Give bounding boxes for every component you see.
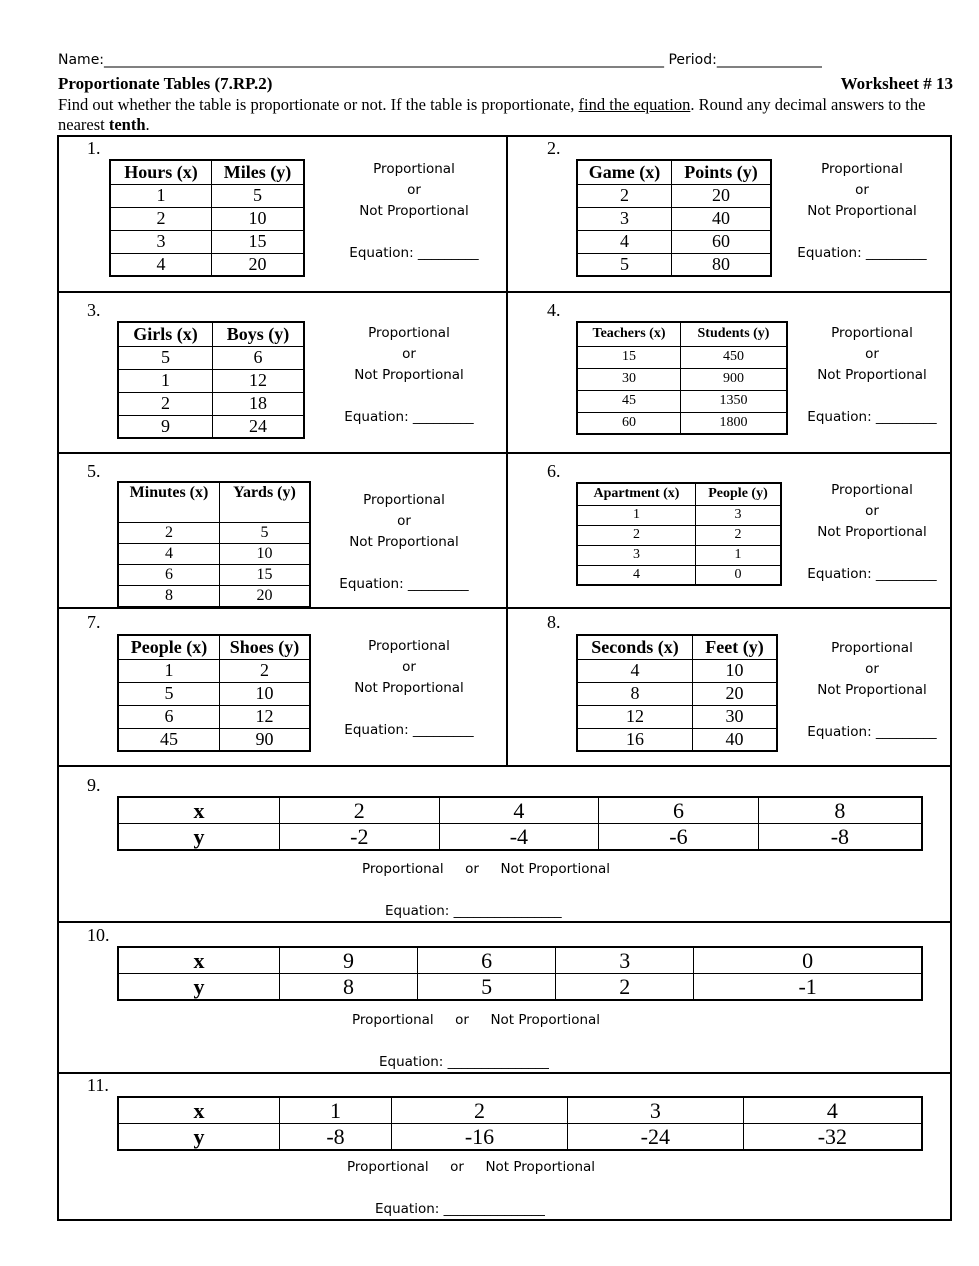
cell: 15: [220, 564, 311, 585]
proportional-option[interactable]: Proportional: [368, 325, 450, 341]
cell: 5: [212, 184, 305, 207]
answer-choices: Proportional or Not Proportional Equation: _________: [797, 638, 947, 743]
equation-blank[interactable]: Equation: _________: [807, 724, 937, 740]
problem-3-table: [117, 321, 305, 439]
problem-7-table: [117, 634, 311, 752]
problem-11-table: [117, 1096, 923, 1151]
problem-5-table: [117, 481, 311, 607]
cell: -8: [280, 1124, 392, 1151]
cell: 8: [758, 797, 922, 824]
header-y: Points (y): [672, 160, 772, 184]
row-label-x: x: [118, 797, 280, 824]
cell: 0: [694, 947, 922, 974]
proportional-option[interactable]: Proportional: [362, 861, 444, 877]
header-y: Boys (y): [213, 322, 305, 346]
problem-row-2: [57, 291, 952, 454]
cell: 10: [220, 543, 311, 564]
equation-blank[interactable]: Equation: _________: [344, 409, 474, 425]
cell: 10: [212, 207, 305, 230]
header-x: Seconds (x): [577, 635, 693, 659]
cell: 5: [220, 522, 311, 543]
proportional-option[interactable]: Proportional: [363, 492, 445, 508]
cell: 6: [118, 564, 220, 585]
cell: 2: [556, 974, 694, 1001]
cell: 30: [693, 705, 778, 728]
cell: 15: [212, 230, 305, 253]
problem-number: 2.: [547, 138, 561, 158]
problem-number: 4.: [547, 300, 561, 320]
cell: 10: [693, 659, 778, 682]
worksheet-number: Worksheet # 13: [840, 74, 953, 93]
problem-2-table: [576, 159, 772, 277]
cell: 24: [213, 415, 305, 438]
header-y: Miles (y): [212, 160, 305, 184]
cell: 5: [577, 253, 672, 276]
column-divider: [506, 454, 508, 607]
column-divider: [506, 137, 508, 291]
not-proportional-option[interactable]: Not Proportional: [354, 680, 464, 696]
proportional-option[interactable]: Proportional: [352, 1012, 434, 1028]
not-proportional-option[interactable]: Not Proportional: [807, 203, 917, 219]
cell: 15: [577, 346, 681, 368]
header-y: Feet (y): [693, 635, 778, 659]
cell: 4: [118, 543, 220, 564]
cell: 4: [577, 230, 672, 253]
cell: 9: [118, 415, 213, 438]
not-proportional-option[interactable]: Not Proportional: [500, 861, 611, 877]
cell: 2: [392, 1097, 568, 1124]
cell: -32: [743, 1124, 922, 1151]
cell: 90: [220, 728, 311, 751]
period-label: Period:: [668, 52, 717, 68]
cell: 20: [220, 585, 311, 606]
cell: 4: [577, 659, 693, 682]
answer-choices: Proportional or Not Proportional Equation: _________: [334, 636, 484, 741]
proportional-option[interactable]: Proportional: [373, 161, 455, 177]
equation-blank[interactable]: Equation: _________: [797, 245, 927, 261]
problem-number: 1.: [87, 138, 101, 158]
answer-choices: Proportional or Not Proportional: [352, 1012, 601, 1028]
equation-blank[interactable]: Equation: _________: [344, 722, 474, 738]
period-blank[interactable]: _______________: [716, 52, 822, 68]
cell: 12: [213, 369, 305, 392]
cell: 2: [577, 525, 696, 545]
cell: 0: [696, 565, 782, 585]
cell: 4: [110, 253, 212, 276]
equation-blank[interactable]: Equation: _______________: [379, 1054, 549, 1070]
equation-blank[interactable]: Equation: _______________: [375, 1201, 545, 1217]
problem-number: 3.: [87, 300, 101, 320]
cell: 20: [212, 253, 305, 276]
problem-6-table: [576, 482, 782, 586]
proportional-option[interactable]: Proportional: [347, 1159, 429, 1175]
cell: 2: [280, 797, 440, 824]
cell: 1: [118, 659, 220, 682]
cell: 2: [696, 525, 782, 545]
cell: 1350: [681, 390, 788, 412]
cell: 2: [110, 207, 212, 230]
row-label-x: x: [118, 947, 280, 974]
not-proportional-option[interactable]: Not Proportional: [354, 367, 464, 383]
header-x: Apartment (x): [577, 483, 696, 505]
proportional-option[interactable]: Proportional: [831, 325, 913, 341]
cell: 4: [743, 1097, 922, 1124]
cell: 1: [118, 369, 213, 392]
problem-row-11: [57, 1072, 952, 1221]
answer-choices: Proportional or Not Proportional: [362, 861, 611, 877]
cell: 40: [672, 207, 772, 230]
equation-blank[interactable]: Equation: ________________: [385, 903, 562, 919]
cell: 1: [110, 184, 212, 207]
cell: -4: [439, 824, 599, 851]
problem-row-9: [57, 765, 952, 923]
cell: 3: [556, 947, 694, 974]
row-label-x: x: [118, 1097, 280, 1124]
header-x: People (x): [118, 635, 220, 659]
cell: -2: [280, 824, 440, 851]
column-divider: [506, 293, 508, 452]
answer-choices: Proportional or Not Proportional Equation: _________: [787, 159, 937, 264]
cell: 5: [418, 974, 556, 1001]
cell: 5: [118, 682, 220, 705]
problem-9-table: [117, 796, 923, 851]
problem-number: 11.: [87, 1075, 109, 1095]
problem-row-10: [57, 921, 952, 1074]
cell: -8: [758, 824, 922, 851]
cell: 45: [577, 390, 681, 412]
column-divider: [506, 609, 508, 765]
equation-blank[interactable]: Equation: _________: [807, 566, 937, 582]
cell: 12: [577, 705, 693, 728]
problem-number: 7.: [87, 612, 101, 632]
problem-row-4: [57, 607, 952, 767]
cell: 1: [577, 505, 696, 525]
header-x: Minutes (x): [118, 482, 220, 522]
not-proportional-option[interactable]: Not Proportional: [490, 1012, 601, 1028]
cell: -1: [694, 974, 922, 1001]
cell: 3: [577, 207, 672, 230]
not-proportional-option[interactable]: Not Proportional: [485, 1159, 596, 1175]
problem-number: 6.: [547, 461, 561, 481]
answer-choices: Proportional or Not Proportional Equation: _________: [329, 490, 479, 595]
row-label-y: y: [118, 824, 280, 851]
cell: 10: [220, 682, 311, 705]
equation-blank[interactable]: Equation: _________: [349, 245, 479, 261]
problem-number: 5.: [87, 461, 101, 481]
cell: 6: [418, 947, 556, 974]
cell: 900: [681, 368, 788, 390]
not-proportional-option[interactable]: Not Proportional: [359, 203, 469, 219]
cell: 1: [280, 1097, 392, 1124]
name-label: Name:: [58, 52, 105, 68]
cell: 4: [439, 797, 599, 824]
name-period-line: [58, 52, 822, 68]
cell: 1800: [681, 412, 788, 434]
not-proportional-option[interactable]: Not Proportional: [817, 682, 927, 698]
header-x: Teachers (x): [577, 322, 681, 346]
proportional-option[interactable]: Proportional: [821, 161, 903, 177]
answer-choices: Proportional or Not Proportional Equation: _________: [797, 480, 947, 585]
cell: 1: [696, 545, 782, 565]
header-x: Hours (x): [110, 160, 212, 184]
cell: 3: [696, 505, 782, 525]
header-y: Shoes (y): [220, 635, 311, 659]
proportional-option[interactable]: Proportional: [368, 638, 450, 654]
cell: 6: [213, 346, 305, 369]
problem-1-table: [109, 159, 305, 277]
cell: 450: [681, 346, 788, 368]
cell: 60: [672, 230, 772, 253]
problem-8-table: [576, 634, 778, 752]
proportional-option[interactable]: Proportional: [831, 482, 913, 498]
row-label-y: y: [118, 974, 280, 1001]
cell: 6: [118, 705, 220, 728]
cell: 9: [280, 947, 418, 974]
cell: 12: [220, 705, 311, 728]
answer-choices: Proportional or Not Proportional Equation: _________: [334, 323, 484, 428]
cell: 60: [577, 412, 681, 434]
cell: -24: [567, 1124, 743, 1151]
instructions: Find out whether the table is proportionate or not. If the table is proportionate, find the equation. Round any decimal answers to the nearest tenth.: [58, 95, 926, 134]
header-x: Game (x): [577, 160, 672, 184]
problem-4-table: [576, 321, 788, 435]
cell: 2: [220, 659, 311, 682]
header-y: Yards (y): [220, 482, 311, 522]
cell: 3: [110, 230, 212, 253]
equation-blank[interactable]: Equation: _________: [807, 409, 937, 425]
cell: 5: [118, 346, 213, 369]
name-blank[interactable]: ________________________________________________________________________________: [104, 52, 665, 68]
cell: 18: [213, 392, 305, 415]
cell: 20: [672, 184, 772, 207]
problem-number: 9.: [87, 775, 101, 795]
header-y: People (y): [696, 483, 782, 505]
cell: 45: [118, 728, 220, 751]
cell: 4: [577, 565, 696, 585]
answer-choices: Proportional or Not Proportional: [347, 1159, 596, 1175]
cell: 16: [577, 728, 693, 751]
cell: 3: [577, 545, 696, 565]
answer-choices: Proportional or Not Proportional Equation: _________: [797, 323, 947, 428]
cell: -16: [392, 1124, 568, 1151]
cell: 3: [567, 1097, 743, 1124]
header-y: Students (y): [681, 322, 788, 346]
cell: 8: [118, 585, 220, 606]
cell: 40: [693, 728, 778, 751]
not-proportional-option[interactable]: Not Proportional: [349, 534, 459, 550]
proportional-option[interactable]: Proportional: [831, 640, 913, 656]
problem-10-table: [117, 946, 923, 1001]
cell: -6: [599, 824, 759, 851]
cell: 2: [577, 184, 672, 207]
equation-blank[interactable]: Equation: _________: [339, 576, 469, 592]
problem-number: 8.: [547, 612, 561, 632]
problem-row-1: [57, 135, 952, 293]
cell: 8: [577, 682, 693, 705]
answer-choices: Proportional or Not Proportional Equation: _________: [339, 159, 489, 264]
problem-number: 10.: [87, 925, 110, 945]
header-x: Girls (x): [118, 322, 213, 346]
cell: 20: [693, 682, 778, 705]
cell: 6: [599, 797, 759, 824]
cell: 2: [118, 392, 213, 415]
page-title: Proportionate Tables (7.RP.2): [58, 74, 273, 93]
not-proportional-option[interactable]: Not Proportional: [817, 367, 927, 383]
cell: 8: [280, 974, 418, 1001]
cell: 30: [577, 368, 681, 390]
not-proportional-option[interactable]: Not Proportional: [817, 524, 927, 540]
cell: 80: [672, 253, 772, 276]
cell: 2: [118, 522, 220, 543]
row-label-y: y: [118, 1124, 280, 1151]
problem-row-3: [57, 452, 952, 609]
